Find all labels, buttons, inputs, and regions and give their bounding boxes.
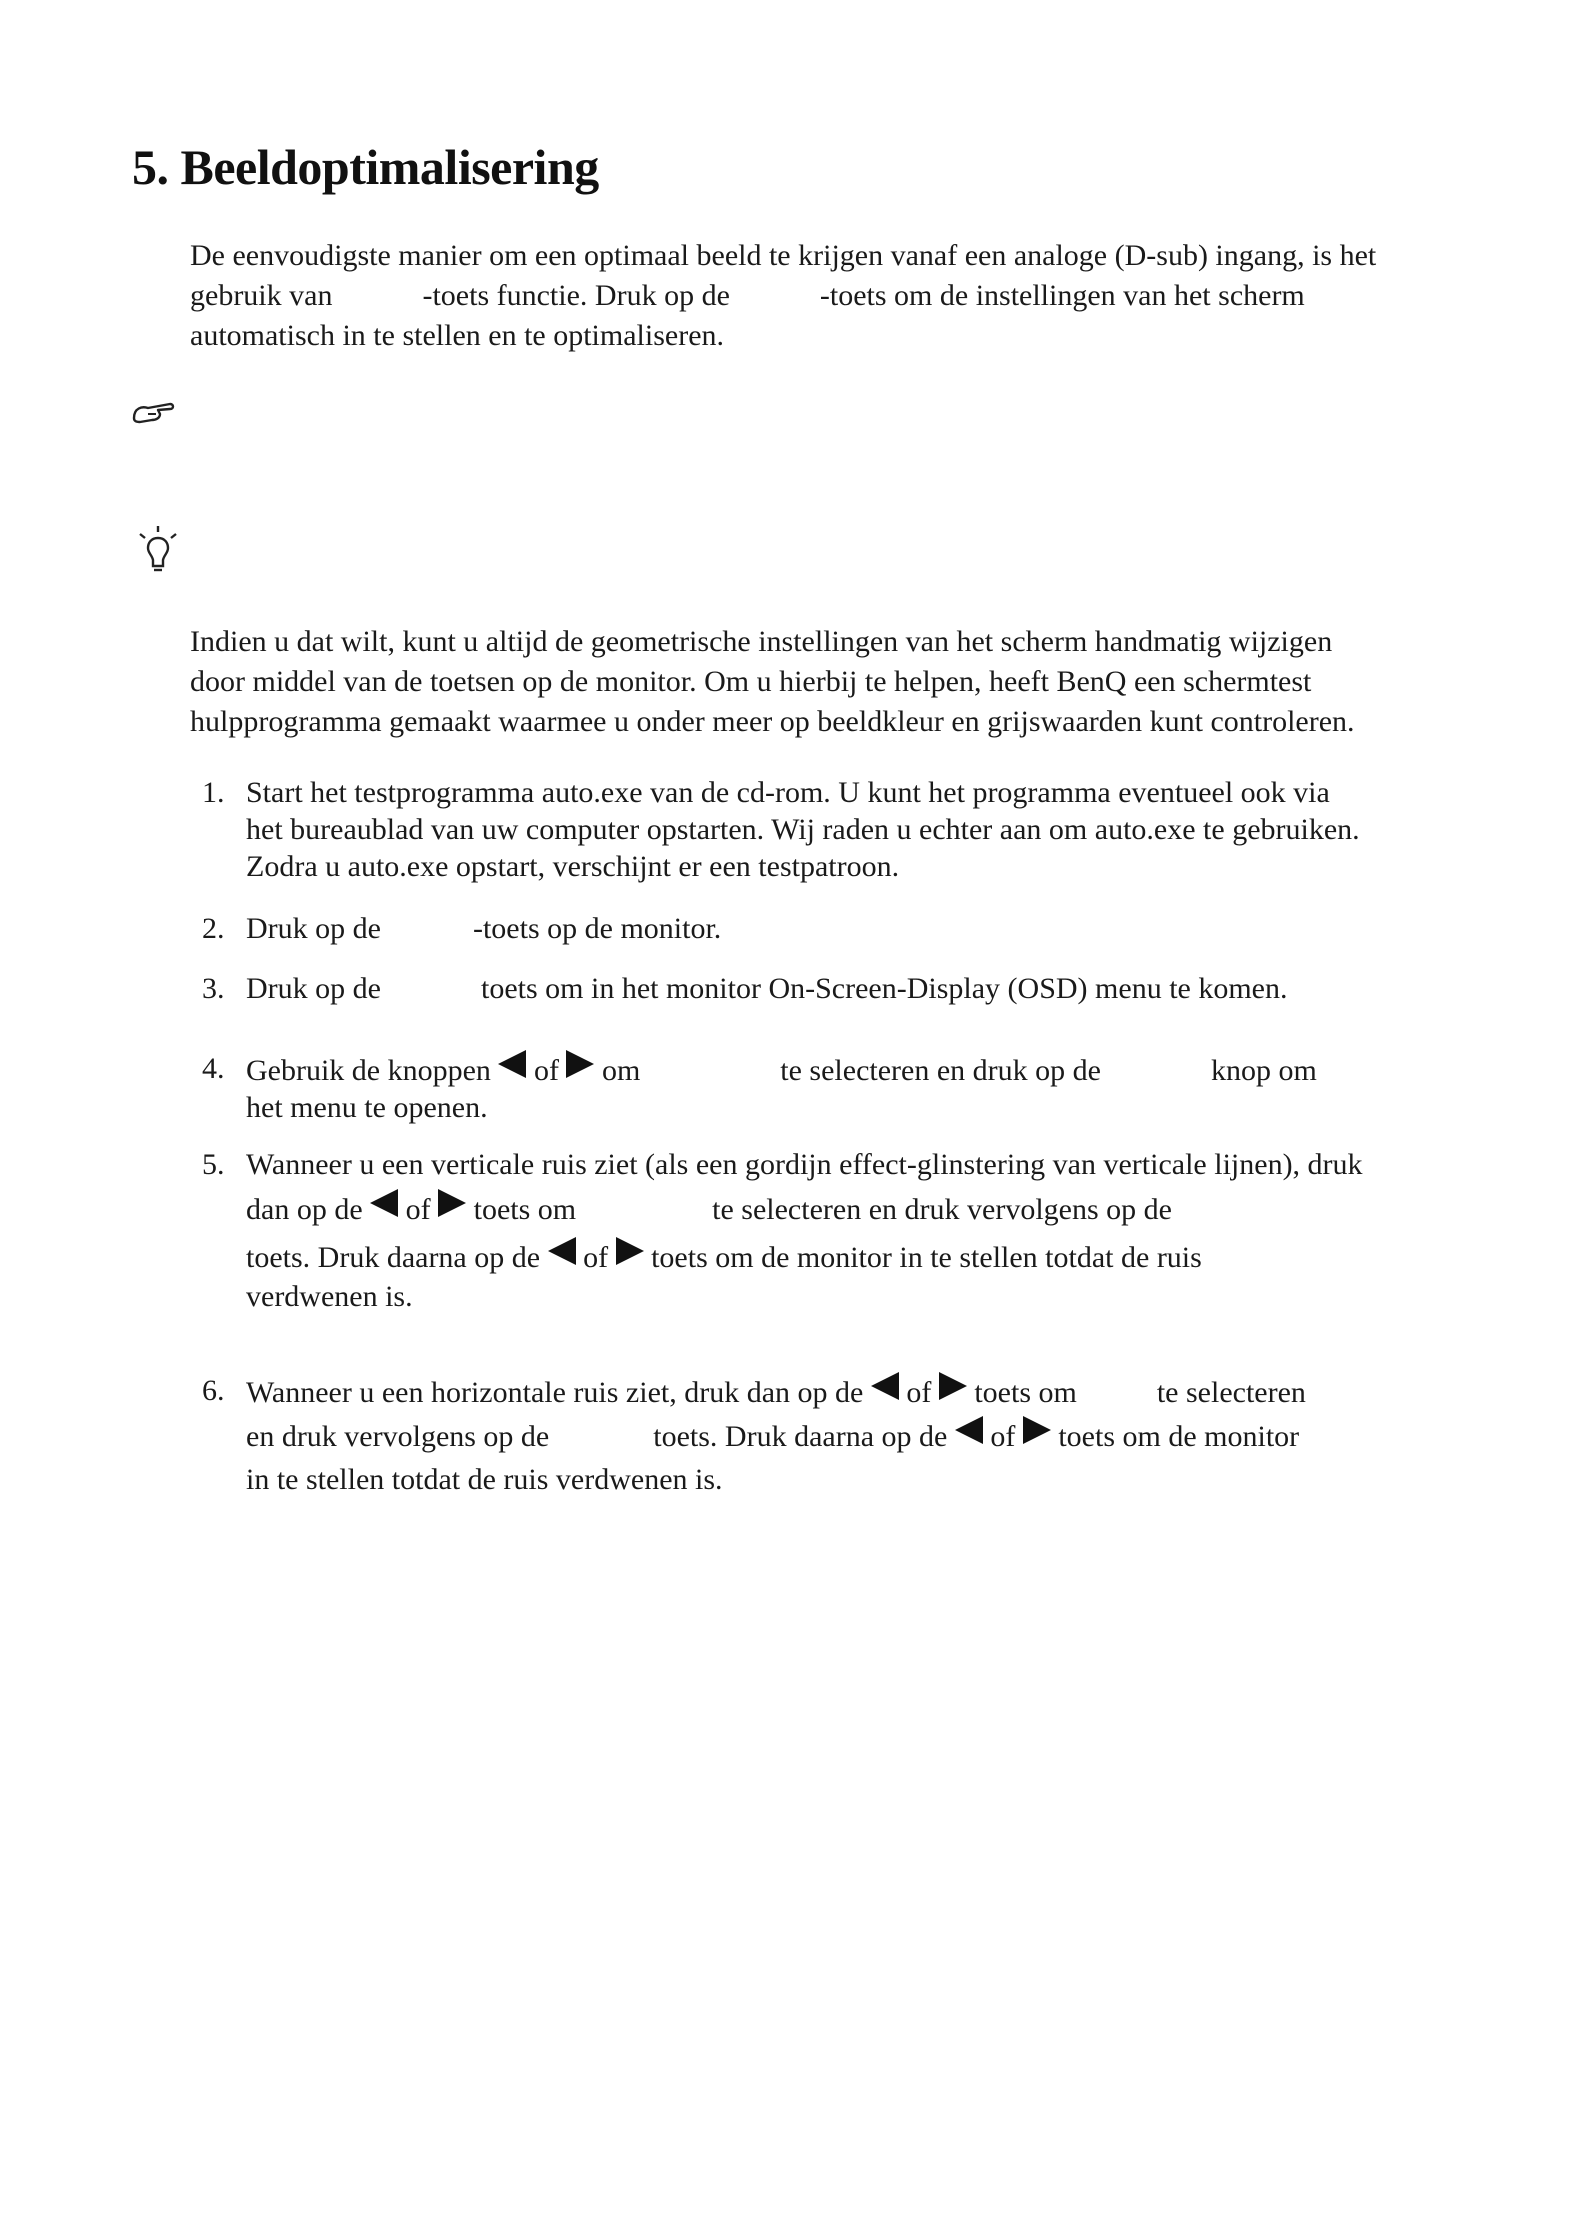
body-line: Indien u dat wilt, kunt u altijd de geometrische instellingen van het scherm handmatig wijzigen [190,625,1333,658]
step-number: 6. [202,1374,225,1407]
step-number: 4. [202,1052,225,1085]
step-text-run: dan op de [246,1193,363,1226]
step-line [246,1183,1466,1237]
step-text [246,774,1466,885]
step-text-run: en druk vervolgens op de [246,1420,550,1453]
step-text-run: toets om in het monitor On-Screen-Display (OSD) menu te komen. [480,972,1288,1005]
step-line [246,1372,1466,1413]
step-line: Zodra u auto.exe opstart, verschijnt er een testpatroon. [246,850,900,883]
intro-text: -toets om de instellingen van het scherm [819,279,1305,312]
step-line [246,1050,1466,1089]
step-text [246,1372,1466,1498]
left-arrow-icon [370,1189,398,1217]
step-text-run: te selecteren en druk op de [780,1054,1101,1087]
page-title: 5. Beeldoptimalisering [132,139,599,195]
lightbulb-icon [136,524,180,576]
left-arrow-icon [548,1237,576,1265]
step-line: Start het testprogramma auto.exe van de cd-rom. U kunt het programma eventueel ook via [246,776,1330,809]
right-arrow-icon [1023,1416,1051,1444]
intro-line [190,276,1450,316]
step-text-run: toets. Druk daarna op de [246,1241,541,1274]
right-arrow-icon [939,1372,967,1400]
step-text-run: of [990,1420,1016,1453]
right-arrow-icon [616,1237,644,1265]
step-number: 3. [202,972,225,1005]
step-text [246,970,1466,1007]
step-text-run: toets om [473,1193,577,1226]
step-text-run: -toets op de monitor. [472,912,722,945]
step-text [246,1050,1466,1126]
step-text-run: Druk op de [246,912,381,945]
step-line [246,970,1466,1007]
intro-line: De eenvoudigste manier om een optimaal beeld te krijgen vanaf een analoge (D-sub) ingang, is het [190,239,1377,272]
step-line [246,1413,1466,1461]
step-text-run: Gebruik de knoppen [246,1054,491,1087]
step-line [246,1237,1466,1278]
intro-paragraph [190,236,1450,356]
step-text-run: te selecteren [1156,1376,1306,1409]
step-line: het menu te openen. [246,1091,488,1124]
step-number: 2. [202,912,225,945]
step-text-run: toets om de monitor in te stellen totdat de ruis [651,1241,1202,1274]
step-text [246,1146,1466,1315]
body-line: hulpprogramma gemaakt waarmee u onder meer op beeldkleur en grijswaarden kunt controleren. [190,705,1355,738]
step-text-run: om [601,1054,641,1087]
right-arrow-icon [566,1050,594,1078]
intro-line: automatisch in te stellen en te optimaliseren. [190,319,725,352]
step-line: in te stellen totdat de ruis verdwenen is. [246,1463,723,1496]
left-arrow-icon [871,1372,899,1400]
body-paragraph [190,622,1450,742]
step-text-run: Wanneer u een horizontale ruis ziet, druk dan op de [246,1376,864,1409]
step-text-run: Druk op de [246,972,381,1005]
intro-text: -toets functie. Druk op de [422,279,730,312]
left-arrow-icon [955,1416,983,1444]
left-arrow-icon [498,1050,526,1078]
step-text-run: knop om [1210,1054,1317,1087]
step-line: verdwenen is. [246,1280,413,1313]
note-hand-icon [130,396,176,430]
body-line: door middel van de toetsen op de monitor. Om u hierbij te helpen, heeft BenQ een schermtest [190,665,1312,698]
step-text-run: of [906,1376,932,1409]
step-text-run: te selecteren en druk vervolgens op de [712,1193,1172,1226]
step-text-run: toets. Druk daarna op de [653,1420,948,1453]
step-number: 5. [202,1148,225,1181]
right-arrow-icon [438,1189,466,1217]
step-line: Wanneer u een verticale ruis ziet (als een gordijn effect-glinstering van verticale lijnen), druk [246,1148,1363,1181]
step-text-run: toets om [974,1376,1077,1409]
step-text-run: of [405,1193,431,1226]
step-number: 1. [202,776,225,809]
step-line: het bureaublad van uw computer opstarten. Wij raden u echter aan om auto.exe te gebruiken. [246,813,1360,846]
step-text-run: of [583,1241,609,1274]
intro-text: gebruik van [190,279,333,312]
step-text-run: of [533,1054,559,1087]
step-line [246,910,1466,947]
step-text-run: toets om de monitor [1058,1420,1300,1453]
step-text [246,910,1466,947]
